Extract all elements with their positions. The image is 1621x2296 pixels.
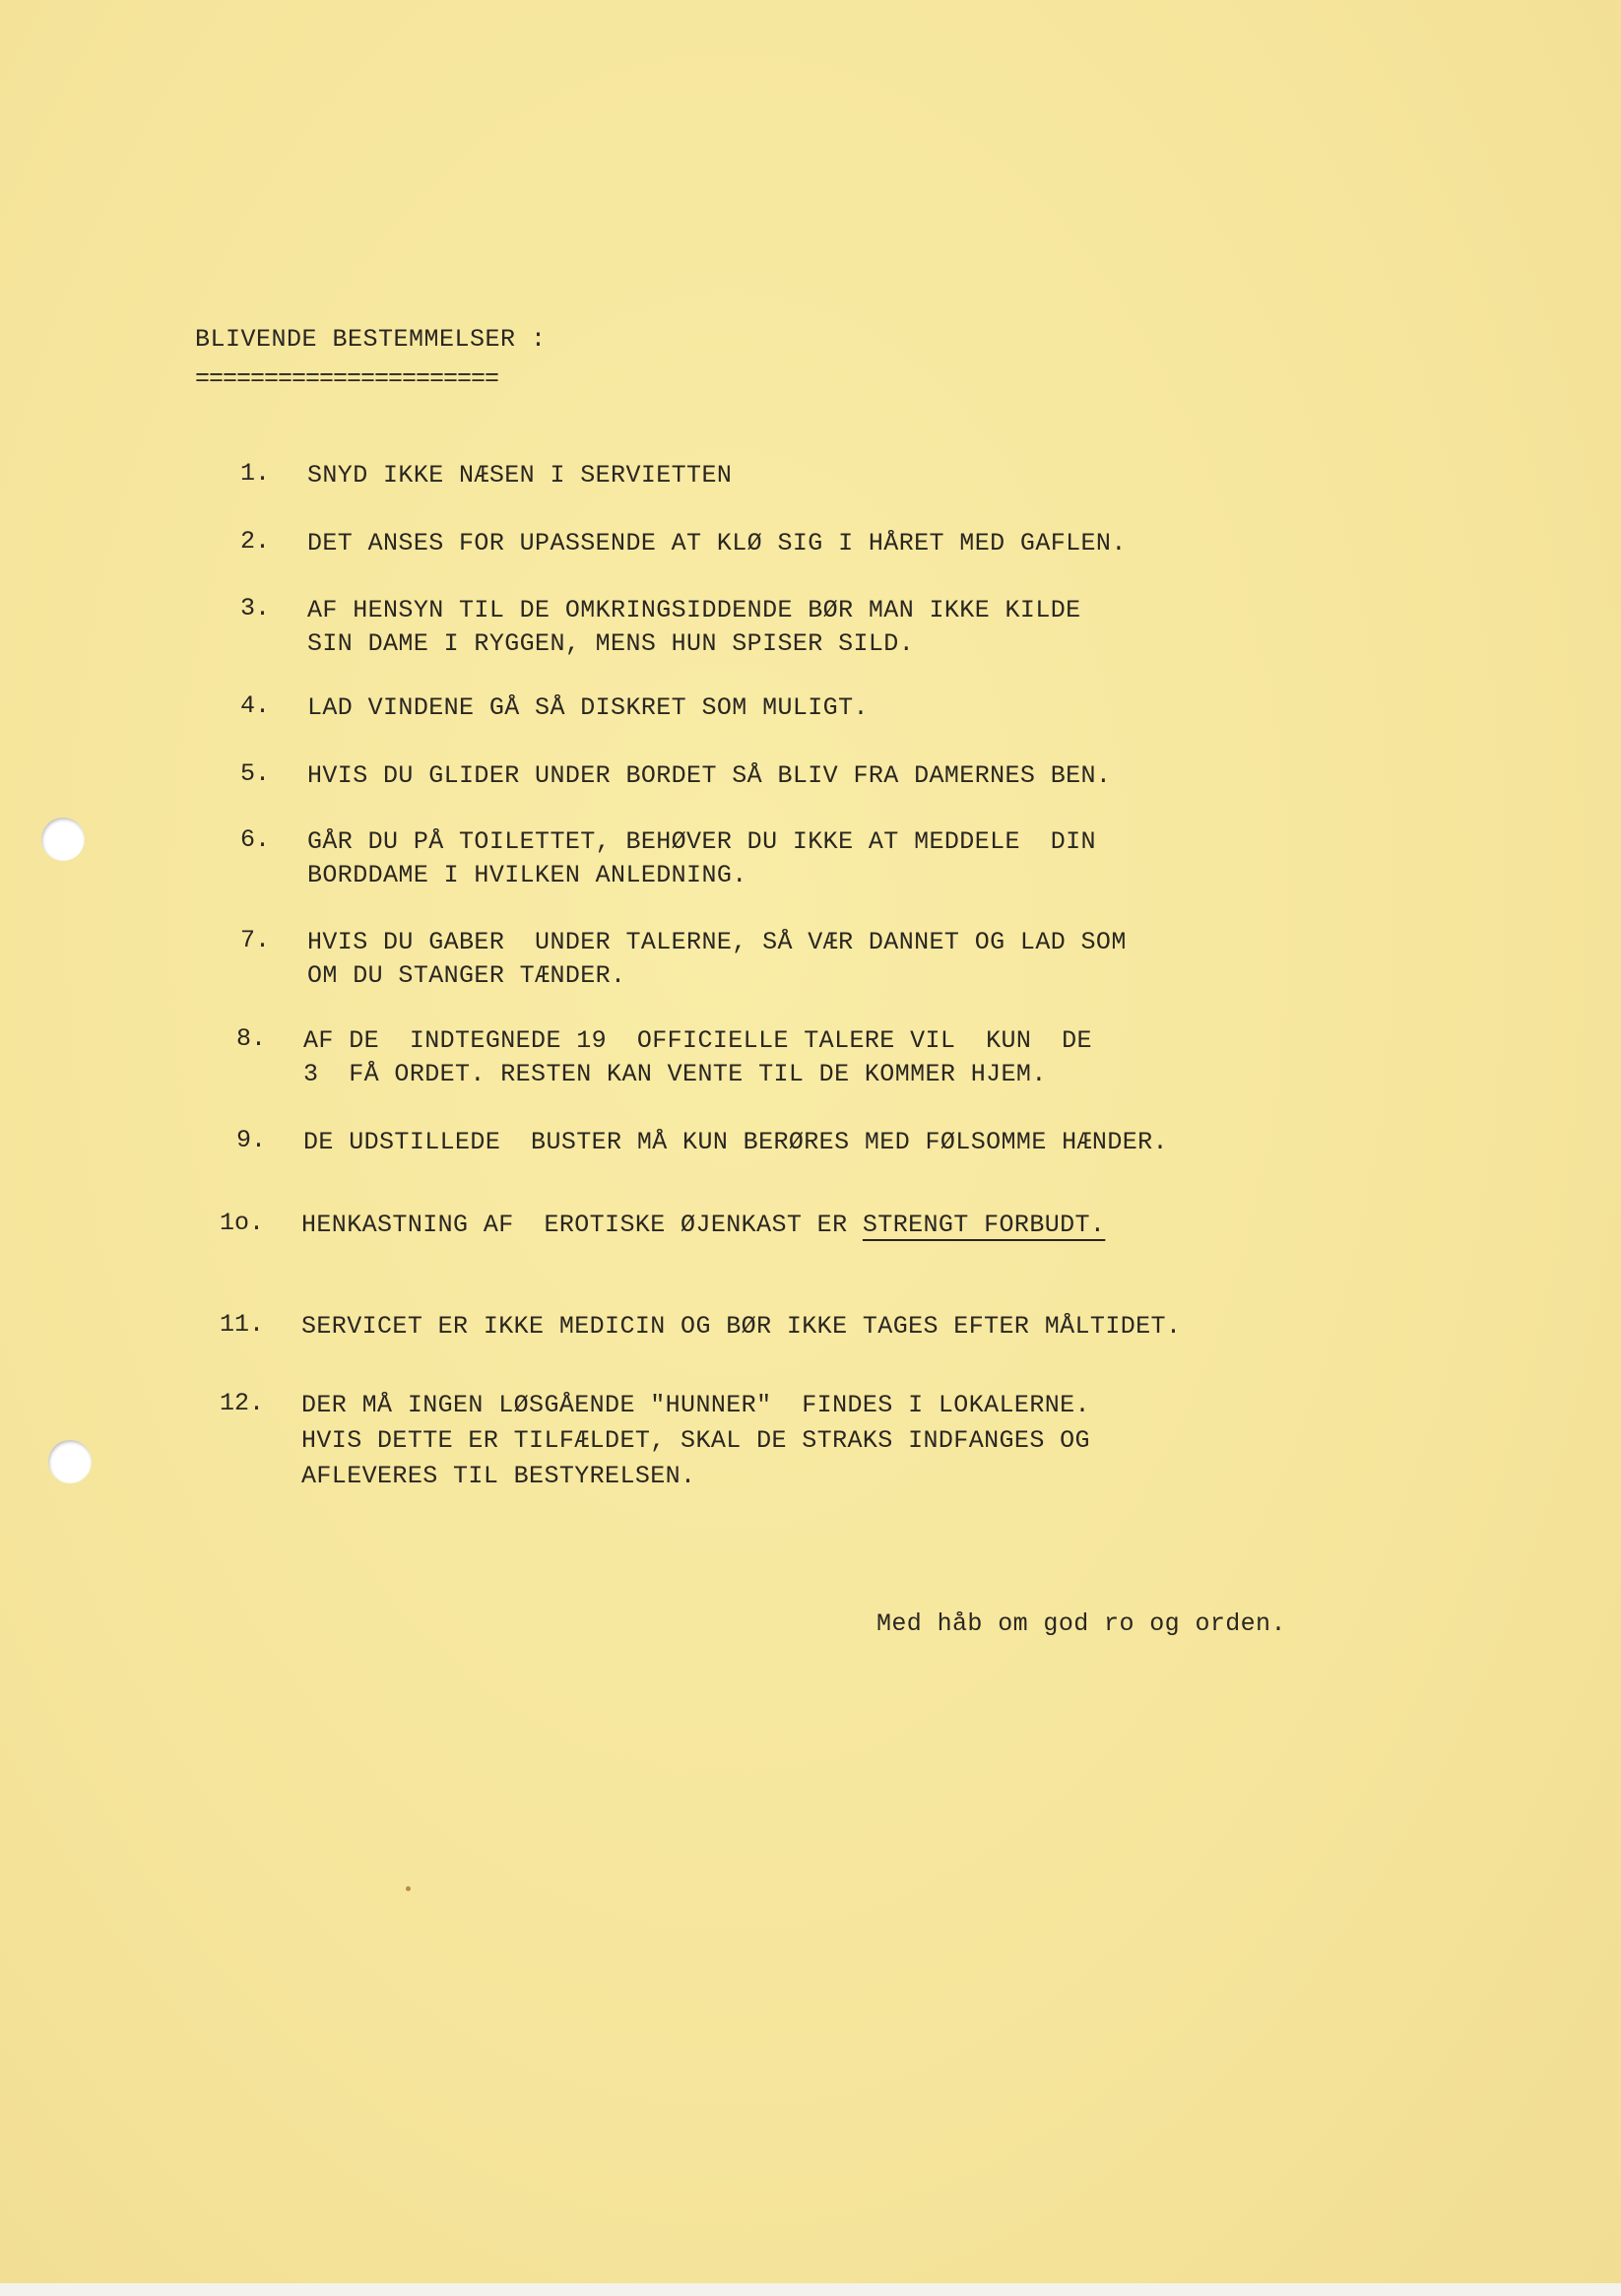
rule-text-line: AF HENSYN TIL DE OMKRINGSIDDENDE BØR MAN IKKE KILDE bbox=[307, 596, 1081, 624]
punch-hole-top bbox=[41, 818, 85, 861]
rule-number: 1. bbox=[239, 459, 270, 488]
document-heading: BLIVENDE BESTEMMELSER : bbox=[195, 325, 547, 354]
punch-hole-bottom bbox=[48, 1440, 92, 1483]
rule-text-line: BORDDAME I HVILKEN ANLEDNING. bbox=[307, 861, 747, 889]
rule-text-line bbox=[301, 1209, 1105, 1242]
rule-text-line: SIN DAME I RYGGEN, MENS HUN SPISER SILD. bbox=[307, 629, 915, 658]
rule-text-line: AF DE INDTEGNEDE 19 OFFICIELLE TALERE VIL KUN DE bbox=[303, 1026, 1092, 1055]
rule-text-line: AFLEVERES TIL BESTYRELSEN. bbox=[301, 1462, 696, 1490]
rule-text-line: DET ANSES FOR UPASSENDE AT KLØ SIG I HÅRET MED GAFLEN. bbox=[307, 529, 1127, 558]
rule-number: 5. bbox=[239, 759, 270, 788]
rule-text-line: HVIS DU GLIDER UNDER BORDET SÅ BLIV FRA DAMERNES BEN. bbox=[307, 761, 1112, 790]
rule-number: 3. bbox=[239, 594, 270, 623]
rule-number: 11. bbox=[219, 1310, 264, 1339]
rule-text-line: OM DU STANGER TÆNDER. bbox=[307, 961, 626, 990]
rule-text-line: DE UDSTILLEDE BUSTER MÅ KUN BERØRES MED FØLSOMME HÆNDER. bbox=[303, 1128, 1168, 1156]
scan-margin bbox=[0, 2283, 1621, 2296]
rule-number: 6. bbox=[239, 825, 270, 854]
rule-text-line: SERVICET ER IKKE MEDICIN OG BØR IKKE TAGES EFTER MÅLTIDET. bbox=[301, 1312, 1182, 1341]
rule-number: 12. bbox=[219, 1389, 264, 1417]
rule-text-line: HVIS DETTE ER TILFÆLDET, SKAL DE STRAKS INDFANGES OG bbox=[301, 1426, 1090, 1455]
rule-number: 8. bbox=[235, 1024, 266, 1053]
rule-text-line: HVIS DU GABER UNDER TALERNE, SÅ VÆR DANNET OG LAD SOM bbox=[307, 928, 1127, 956]
heading-underline-rule: ====================== bbox=[195, 364, 499, 393]
rule-text-line: LAD VINDENE GÅ SÅ DISKRET SOM MULIGT. bbox=[307, 693, 869, 722]
rule-number: 2. bbox=[239, 527, 270, 556]
rule-text-line: DER MÅ INGEN LØSGÅENDE "HUNNER" FINDES I LOKALERNE. bbox=[301, 1391, 1090, 1419]
rule-text-line: 3 FÅ ORDET. RESTEN KAN VENTE TIL DE KOMMER HJEM. bbox=[303, 1060, 1047, 1088]
rule-number: 4. bbox=[239, 691, 270, 720]
rule-text-line: GÅR DU PÅ TOILETTET, BEHØVER DU IKKE AT MEDDELE DIN bbox=[307, 827, 1096, 856]
rule-text-underlined: STRENGT FORBUDT. bbox=[862, 1211, 1106, 1239]
ink-speck bbox=[406, 1886, 411, 1891]
rule-text-line: SNYD IKKE NÆSEN I SERVIETTEN bbox=[307, 461, 733, 490]
rule-number: 9. bbox=[235, 1126, 266, 1154]
closing-line: Med håb om god ro og orden. bbox=[876, 1609, 1286, 1638]
rule-text-prefix: HENKASTNING AF EROTISKE ØJENKAST ER bbox=[301, 1211, 863, 1239]
rule-number: 7. bbox=[239, 926, 270, 954]
rule-number: 1o. bbox=[219, 1209, 264, 1237]
